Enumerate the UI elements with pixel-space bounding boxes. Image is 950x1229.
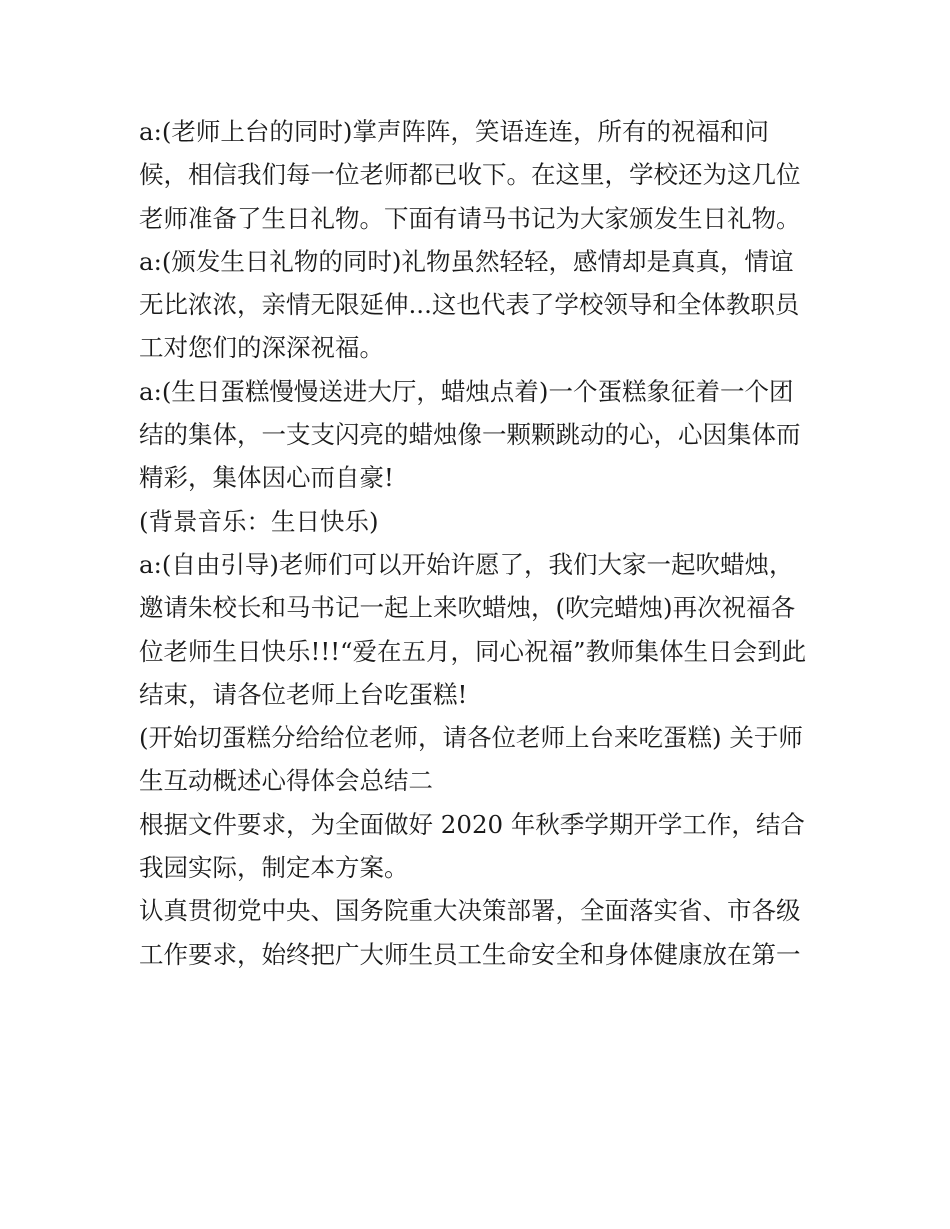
text-line: a:(颁发生日礼物的同时)礼物虽然轻轻，感情却是真真，情谊 xyxy=(139,246,794,276)
document-body xyxy=(139,110,819,976)
text-line: 结的集体，一支支闪亮的蜡烛像一颗颗跳动的心，心因集体而 xyxy=(139,420,801,450)
text-line: (背景音乐：生日快乐) xyxy=(139,506,379,536)
text-line: 我园实际，制定本方案。 xyxy=(139,853,409,883)
text-line: (开始切蛋糕分给给位老师，请各位老师上台来吃蛋糕) 关于师 xyxy=(139,723,803,753)
text-line: 工对您们的深深祝福。 xyxy=(139,333,384,363)
text-line: 候，相信我们每一位老师都已收下。在这里，学校还为这几位 xyxy=(139,160,801,190)
text-line: a:(老师上台的同时)掌声阵阵，笑语连连，所有的祝福和问 xyxy=(139,117,769,146)
text-line: 根据文件要求，为全面做好 2020 年秋季学期开学工作，结合 xyxy=(139,809,805,839)
text-line: 认真贯彻党中央、国务院重大决策部署，全面落实省、市各级 xyxy=(139,896,801,926)
text-line: 生互动概述心得体会总结二 xyxy=(139,766,433,796)
text-line: a:(生日蛋糕慢慢送进大厅，蜡烛点着)一个蛋糕象征着一个团 xyxy=(139,376,794,406)
text-line: 工作要求，始终把广大师生员工生命安全和身体健康放在第一 xyxy=(139,939,801,969)
text-line: 结束，请各位老师上台吃蛋糕! xyxy=(139,679,468,709)
text-line: 位老师生日快乐!!!“爱在五月，同心祝福”教师集体生日会到此 xyxy=(139,636,807,666)
text-line: 邀请朱校长和马书记一起上来吹蜡烛，(吹完蜡烛)再次祝福各 xyxy=(139,593,796,623)
text-line: a:(自由引导)老师们可以开始许愿了，我们大家一起吹蜡烛， xyxy=(139,549,794,579)
text-line: 精彩，集体因心而自豪! xyxy=(139,463,394,493)
text-line: 无比浓浓，亲情无限延伸...这也代表了学校领导和全体教职员 xyxy=(139,290,800,320)
text-line: 老师准备了生日礼物。下面有请马书记为大家颁发生日礼物。 xyxy=(139,203,801,233)
